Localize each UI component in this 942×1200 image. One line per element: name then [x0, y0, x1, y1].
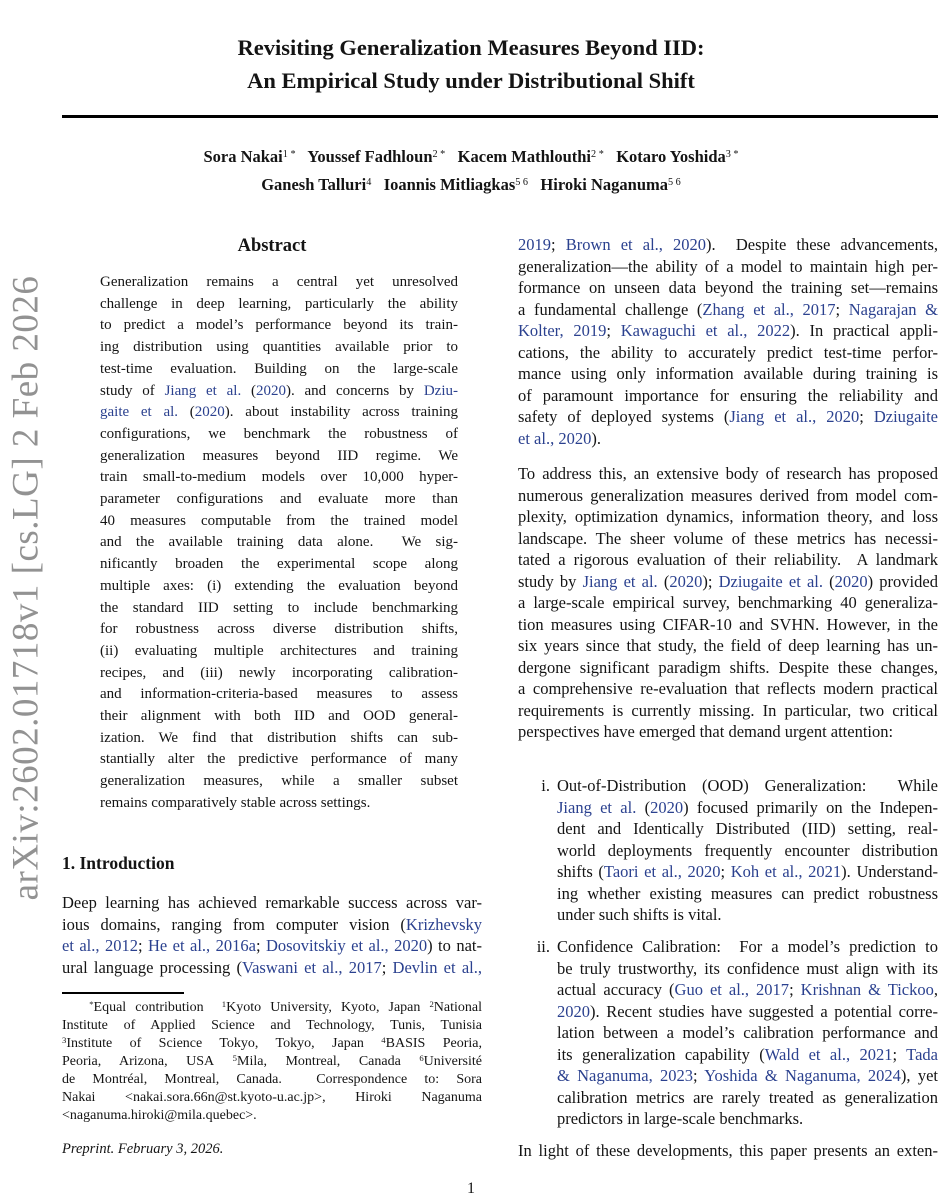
citation-link[interactable]: Devlin et al.,	[392, 957, 482, 977]
text-line: $^3$Institute of Science Tokyo, Tokyo, Japan $^4$BASIS Peoria,	[62, 1035, 482, 1051]
text-line: mance using only information available during training is	[518, 364, 938, 383]
page-number: 1	[467, 1180, 475, 1197]
citation-link[interactable]: 2020	[194, 404, 225, 421]
abstract-heading: Abstract	[237, 236, 307, 256]
text-line: An Empirical Study under Distributional Shift	[247, 68, 695, 93]
text-line: the standard IID setting to include benchmarking	[100, 599, 458, 616]
text-line: Ganesh Talluri$^4$ Ioannis Mitliagkas$^{5 6}$ Hiroki Naganuma$^{5 6}$	[261, 175, 681, 194]
text-line: predictors in large-scale benchmarks.	[557, 1109, 804, 1128]
text-line: de Montréal, Montreal, Canada. Correspondence to: Sora	[62, 1072, 482, 1087]
citation-link[interactable]: Dziugaite et al.	[718, 571, 823, 591]
text-line: tated a rigorous evaluation of their reliability. A landmark	[518, 550, 938, 569]
list-item-text	[557, 936, 938, 1130]
citation-link[interactable]: 2020	[650, 797, 684, 817]
text-line: and information-criteria-based measures to assess	[100, 686, 458, 703]
text-line: safety of deployed systems (Jiang et al., 2020; Dziugaite	[518, 407, 938, 426]
text-line: Revisiting Generalization Measures Beyond IID:	[237, 35, 705, 60]
text-line: Generalization remains a central yet unresolved	[100, 274, 458, 290]
superscript: 2	[429, 999, 434, 1010]
superscript: 5 6	[668, 177, 681, 189]
list-marker: ii.	[536, 937, 550, 956]
citation-link[interactable]: & Naganuma, 2023	[557, 1066, 694, 1085]
text-line: of paramount importance for ensuring the reliability and	[518, 385, 938, 405]
title-rule	[62, 115, 938, 118]
superscript: 1 *	[282, 149, 296, 161]
text-line: et al., 2020).	[518, 428, 601, 448]
text-line: and the available training data alone. We sig-	[100, 534, 458, 551]
superscript: 3 *	[725, 149, 739, 161]
text-line: tion measures using CIFAR-10 and SVHN. However, in the	[518, 614, 938, 634]
text-line: under such shifts is vital.	[557, 905, 722, 924]
text-line: Out-of-Distribution (OOD) Generalization: While	[557, 776, 938, 795]
right-column-paragraph-1	[518, 234, 938, 449]
text-line: multiple axes: (i) extending the evaluation beyond	[100, 577, 458, 594]
citation-link[interactable]: Dziugaite	[873, 407, 938, 426]
list-item-ood-generalization	[528, 775, 938, 926]
text-line: to predict a model’s performance beyond its train-	[100, 317, 458, 334]
arxiv-watermark: arXiv:2602.01718v1 [cs.LG] 2 Feb 2026	[5, 275, 47, 901]
text-line: *Equal contribution $^1$Kyoto University, Kyoto, Japan $^2$National	[89, 999, 483, 1015]
text-line: 2020). Recent studies have suggested a potential corre-	[557, 1001, 938, 1021]
citation-link[interactable]: Brown et al., 2020	[565, 235, 707, 254]
text-line: remains comparatively stable across settings.	[100, 794, 371, 811]
text-line: lation between a model’s calibration performance and	[557, 1023, 938, 1042]
citation-link[interactable]: 2020	[557, 1001, 590, 1021]
citation-link[interactable]: Kawaguchi et al., 2022	[620, 321, 791, 340]
text-line: 2019; Brown et al., 2020). Despite these advancements,	[518, 235, 938, 254]
text-line: train small-to-medium models over 10,000 hyper-	[100, 469, 458, 486]
text-line: landscape. The sheer volume of these metrics has necessi-	[518, 528, 938, 548]
text-line: ing whether existing measures can predict robustness	[557, 883, 938, 903]
text-line: challenge in deep learning, particularly the ability	[100, 295, 458, 312]
citation-link[interactable]: Taori et al., 2020	[603, 862, 721, 881]
citation-link[interactable]: He et al., 2016a	[147, 936, 256, 955]
text-line: Peoria, Arizona, USA $^5$Mila, Montreal, Canada $^6$Université	[62, 1053, 482, 1069]
list-item-text	[557, 775, 938, 926]
text-line: numerous generalization measures derived from model com-	[518, 485, 938, 505]
text-line: Jiang et al. (2020) focused primarily on the Indepen-	[557, 797, 938, 817]
text-line: a comprehensive re-evaluation that reflects modern practical	[518, 679, 938, 698]
citation-link[interactable]: Wald et al., 2021	[764, 1044, 893, 1064]
text-line: (ii) evaluating multiple architectures and training	[100, 642, 458, 659]
text-line: dergone significant paradigm shifts. Despite these changes,	[518, 657, 938, 677]
citation-link[interactable]: Krizhevsky	[405, 914, 482, 934]
text-line: ious domains, ranging from computer vision (Krizhevsky	[62, 914, 482, 934]
text-line: Confidence Calibration: For a model’s prediction to	[557, 937, 938, 956]
citation-link[interactable]: 2019	[518, 235, 551, 254]
text-line: study of Jiang et al. (2020). and concerns by Dziu-	[100, 382, 458, 399]
text-line: their alignment with both IID and OOD general-	[100, 708, 458, 725]
text-line: test-time evaluation. Building on the large-scale	[100, 360, 458, 377]
text-line: ization. We find that distribution shifts can sub-	[100, 729, 458, 746]
text-line: <naganuma.hiroki@mila.quebec>.	[62, 1108, 257, 1123]
citation-link[interactable]: Dosovitskiy et al., 2020	[265, 936, 428, 955]
superscript: 4	[381, 1035, 386, 1046]
text-line: formance on unseen data beyond the training set—remains	[518, 278, 938, 297]
text-line: six years since that study, the field of deep learning has un-	[518, 636, 938, 655]
superscript: 5 6	[515, 177, 529, 189]
text-line: et al., 2012; He et al., 2016a; Dosovitskiy et al., 2020) to nat-	[62, 936, 482, 955]
list-item-confidence-calibration	[528, 936, 938, 1130]
text-line: plexity, optimization dynamics, information theory, and loss	[518, 507, 938, 526]
section-heading-introduction: 1. Introduction	[62, 853, 175, 873]
citation-link[interactable]: Tada	[906, 1044, 938, 1064]
citation-link[interactable]: Kolter, 2019	[518, 321, 607, 340]
text-line: gaite et al. (2020). about instability across training	[100, 404, 458, 421]
text-line: dent and Identically Distributed (IID) setting, real-	[557, 819, 938, 838]
text-line: Nakai <nakai.sora.66n@st.kyoto-u.ac.jp>, Hiroki Naganuma	[62, 1090, 482, 1105]
superscript: 2 *	[432, 149, 446, 161]
citation-link[interactable]: Guo et al., 2017	[674, 980, 790, 999]
text-line: requirements is currently missing. In particular, two critical	[518, 700, 938, 720]
text-line: ural language processing (Vaswani et al., 2017; Devlin et al.,	[62, 957, 482, 977]
author-list	[0, 143, 942, 199]
citation-link[interactable]: Nagarajan &	[848, 299, 939, 319]
text-line: generalization measures, while a smaller subset	[100, 773, 458, 790]
text-line: In light of these developments, this paper presents an exten-	[518, 1141, 938, 1160]
citation-link[interactable]: et al., 2020	[518, 428, 592, 448]
right-column-paragraph-2	[518, 463, 938, 743]
superscript: 4	[366, 177, 372, 189]
superscript: 5	[232, 1053, 238, 1064]
citation-link[interactable]: Jiang et al.	[582, 571, 658, 591]
superscript: 3	[62, 1035, 67, 1046]
text-line: perspectives have emerged that demand urgent attention:	[518, 722, 894, 741]
text-line: stantially alter the predictive performance of many	[100, 751, 458, 768]
text-line: generalization—the ability of a model to maintain high per-	[518, 256, 938, 276]
text-line: To address this, an extensive body of research has proposed	[518, 464, 938, 483]
text-line: parameter configurations and evaluate more than	[100, 491, 458, 508]
citation-link[interactable]: Jiang et al.	[164, 382, 242, 399]
text-line: world deployments frequently encounter distribution	[557, 840, 938, 860]
preprint-note: Preprint. February 3, 2026.	[62, 1141, 224, 1157]
citation-link[interactable]: Yoshida & Naganuma, 2024	[704, 1066, 901, 1085]
superscript: 6	[419, 1053, 424, 1064]
citation-link[interactable]: Jiang et al., 2020	[729, 407, 860, 426]
paper-title	[0, 31, 942, 97]
text-line: a fundamental challenge (Zhang et al., 2017; Nagarajan &	[518, 299, 939, 319]
footnote-rule	[62, 992, 184, 994]
superscript: 1	[221, 999, 227, 1010]
abstract-text	[100, 272, 458, 815]
citation-link[interactable]: 2020	[834, 571, 868, 591]
citation-link[interactable]: Jiang et al.	[557, 797, 637, 817]
citation-link[interactable]: et al., 2012	[62, 936, 138, 955]
text-line: study by Jiang et al. (2020); Dziugaite et al. (2020) provided	[518, 571, 938, 591]
text-line: calibration metrics are rarely treated as generalization	[557, 1087, 938, 1107]
citation-link[interactable]: Dziu-	[423, 382, 458, 399]
citation-link[interactable]: 2020	[256, 382, 286, 399]
citation-link[interactable]: Krishnan & Tickoo	[800, 980, 934, 999]
text-line: Kolter, 2019; Kawaguchi et al., 2022). In practical appli-	[518, 321, 938, 340]
text-line: Deep learning has achieved remarkable success across var-	[62, 893, 482, 912]
citation-link[interactable]: Zhang et al., 2017	[702, 299, 836, 319]
text-line: shifts (Taori et al., 2020; Koh et al., 2021). Understand-	[557, 862, 938, 881]
text-line: configurations, we benchmark the robustness of	[100, 425, 458, 442]
text-line: be truly trustworthy, its confidence must align with its	[557, 958, 938, 978]
text-line: 40 measures computable from the trained model	[100, 512, 458, 529]
list-marker: i.	[541, 776, 550, 795]
text-line: actual accuracy (Guo et al., 2017; Krishnan & Tickoo,	[557, 980, 939, 999]
text-line: recipes, and (iii) newly incorporating calibration-	[100, 664, 458, 681]
text-line: for robustness across diverse distribution shifts,	[100, 621, 458, 638]
citation-link[interactable]: Vaswani et al., 2017	[242, 957, 382, 977]
citation-link[interactable]: gaite et al.	[100, 404, 179, 421]
superscript: *	[89, 999, 94, 1010]
footnote-text	[62, 999, 482, 1125]
text-line: & Naganuma, 2023; Yoshida & Naganuma, 2024), yet	[557, 1066, 938, 1085]
text-line: cations, the ability to accurately predict test-time perfor-	[518, 342, 938, 362]
citation-link[interactable]: 2020	[669, 571, 703, 591]
text-line: its generalization capability (Wald et al., 2021; Tada	[557, 1044, 938, 1064]
text-line: Institute of Applied Science and Technology, Tunis, Tunisia	[62, 1018, 482, 1033]
text-line: Sora Nakai$^{1 *}$ Youssef Fadhloun$^{2 *}$ Kacem Mathlouthi$^{2 *}$ Kotaro Yoshida$^{3 *}$	[203, 147, 739, 166]
superscript: 2 *	[591, 149, 604, 161]
introduction-text	[62, 892, 482, 978]
text-line: generalization measures beyond IID regime. We	[100, 447, 458, 464]
text-line: ing distribution using quantities available prior to	[100, 339, 458, 356]
right-column-closing-paragraph	[518, 1140, 938, 1162]
text-line: a large-scale empirical survey, benchmarking 40 generaliza-	[518, 593, 938, 612]
citation-link[interactable]: Koh et al., 2021	[730, 862, 842, 881]
text-line: nificantly broaden the experimental scope along	[100, 556, 458, 573]
